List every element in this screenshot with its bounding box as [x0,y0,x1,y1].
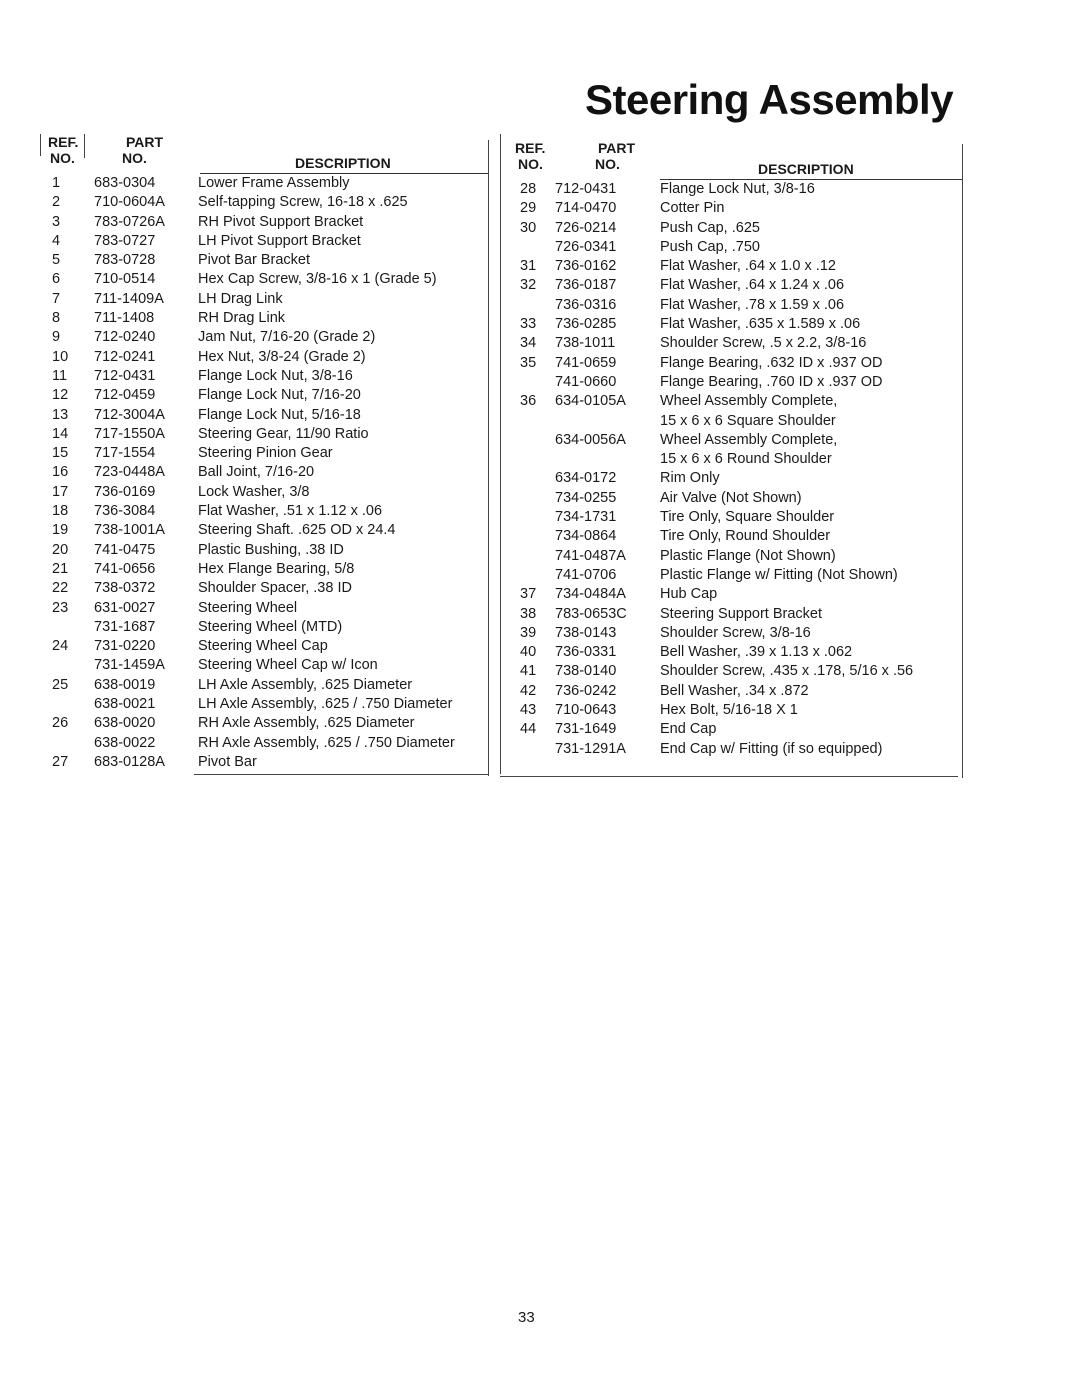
table-row [40,560,488,579]
table-row [40,367,488,386]
part-description: Flange Lock Nut, 3/8-16 [198,367,353,384]
ref-number: 12 [52,387,69,404]
part-description: RH Drag Link [198,310,286,327]
part-number: 723-0448A [94,464,165,481]
part-description: Shoulder Screw, 3/8-16 [660,624,811,641]
table-row [500,412,962,431]
part-number: 734-0864 [555,528,617,545]
part-description: Flat Washer, .64 x 1.24 x .06 [660,277,845,294]
part-description: Flat Washer, .51 x 1.12 x .06 [198,503,383,520]
part-number: 741-0660 [555,373,617,390]
table-row [500,219,962,238]
part-description: Tire Only, Square Shoulder [660,509,835,526]
left-table-header [40,134,488,174]
part-description: Steering Pinion Gear [198,445,333,462]
ref-number: 1 [52,175,61,191]
part-description: Pivot Bar [198,753,257,770]
table-row [500,450,962,469]
part-number: 736-0162 [555,258,617,275]
table-row [500,547,962,566]
part-number: 710-0643 [555,702,617,719]
part-description: Ball Joint, 7/16-20 [198,464,315,481]
table-row [40,290,488,309]
ref-number: 31 [520,258,537,275]
table-row [500,373,962,392]
part-number: 638-0021 [94,696,156,713]
part-description: Steering Gear, 11/90 Ratio [198,425,369,442]
ref-number: 34 [520,335,537,352]
part-description: Flange Lock Nut, 7/16-20 [198,387,361,404]
ref-number: 7 [52,290,61,307]
part-number: 634-0056A [555,431,626,448]
part-description: RH Pivot Support Bracket [198,213,364,230]
part-number: 711-1409A [94,290,164,307]
part-description: Steering Wheel Cap [198,638,328,655]
table-row [40,618,488,637]
part-description: Steering Shaft. .625 OD x 24.4 [198,522,396,539]
part-description: Steering Support Bracket [660,605,823,622]
part-header-no: NO. [122,150,147,166]
part-description: End Cap [660,721,717,738]
ref-number: 38 [520,605,537,622]
table-row [500,199,962,218]
table-row [500,392,962,411]
ref-number: 41 [520,663,537,680]
right-table-body [500,180,962,759]
part-number: 631-0027 [94,599,156,616]
ref-number: 32 [520,277,537,294]
part-number: 738-0140 [555,663,617,680]
part-description: Steering Wheel [198,599,298,616]
part-description: Cotter Pin [660,200,725,217]
ref-header: REF. [48,134,79,150]
table-row [40,753,488,772]
part-number: 712-0240 [94,329,156,346]
table-row [500,489,962,508]
table-row [40,695,488,714]
left-parts-table [40,134,488,772]
table-row [40,463,488,482]
part-description: Shoulder Screw, .435 x .178, 5/16 x .56 [660,663,914,680]
part-number: 683-0304 [94,175,156,191]
table-row [40,521,488,540]
part-number: 638-0022 [94,734,156,751]
ref-number: 14 [52,425,69,442]
ref-header-no: NO. [50,150,75,166]
part-description: Steering Wheel Cap w/ Icon [198,657,378,674]
part-description: Hub Cap [660,586,718,603]
ref-number: 24 [52,638,69,655]
table-row [40,232,488,251]
ref-number: 35 [520,354,537,371]
table-row [500,720,962,739]
table-row [40,213,488,232]
part-number: 734-0255 [555,489,617,506]
table-row [40,637,488,656]
table-row [40,406,488,425]
part-number: 783-0728 [94,252,156,269]
part-description: Push Cap, .625 [660,219,760,236]
part-number: 714-0470 [555,200,617,217]
ref-number: 5 [52,252,61,269]
part-description: Plastic Bushing, .38 ID [198,541,344,558]
table-row [40,174,488,193]
ref-number: 16 [52,464,69,481]
ref-number: 11 [52,367,68,384]
table-row [40,270,488,289]
part-description: RH Axle Assembly, .625 Diameter [198,715,415,732]
table-row [40,425,488,444]
part-number: 726-0341 [555,238,617,255]
part-description: Bell Washer, .34 x .872 [660,682,809,699]
table-row [40,348,488,367]
ref-number: 10 [52,348,69,365]
part-number: 783-0726A [94,213,165,230]
part-description: Hex Bolt, 5/16-18 X 1 [660,702,798,719]
part-description: End Cap w/ Fitting (if so equipped) [660,740,883,757]
part-description: Tire Only, Round Shoulder [660,528,831,545]
table-row [500,624,962,643]
table-row [500,296,962,315]
table-row [500,257,962,276]
ref-number: 44 [520,721,537,738]
part-number: 736-0242 [555,682,617,699]
ref-number: 25 [52,676,69,693]
ref-number: 42 [520,682,537,699]
part-number: 711-1408 [94,310,155,327]
part-number: 741-0706 [555,566,617,583]
part-number: 726-0214 [555,219,617,236]
part-header: PART [598,140,636,156]
part-description: Flange Bearing, .632 ID x .937 OD [660,354,883,371]
table-row [40,251,488,270]
part-description: Rim Only [660,470,720,487]
table-row [500,334,962,353]
part-number: 731-1459A [94,657,165,674]
table-row [500,605,962,624]
part-number: 734-1731 [555,509,617,526]
table-row [500,527,962,546]
table-row [40,734,488,753]
part-number: 634-0172 [555,470,617,487]
part-number: 712-0431 [94,367,156,384]
ref-number: 15 [52,445,69,462]
part-description: Plastic Flange w/ Fitting (Not Shown) [660,566,898,583]
part-number: 638-0019 [94,676,156,693]
part-number: 738-0372 [94,580,156,597]
table-row [40,444,488,463]
ref-number: 4 [52,232,61,249]
part-number: 717-1554 [94,445,156,462]
part-description: Hex Nut, 3/8-24 (Grade 2) [198,348,366,365]
table-row [40,328,488,347]
right-parts-table [500,134,962,757]
part-number: 712-0459 [94,387,156,404]
table-row [40,579,488,598]
part-description: LH Axle Assembly, .625 / .750 Diameter [198,696,453,713]
part-number: 683-0128A [94,753,165,770]
table-row [40,483,488,502]
part-number: 712-3004A [94,406,165,423]
table-row [40,599,488,618]
part-number: 738-1011 [555,335,616,352]
ref-number: 6 [52,271,61,288]
table-row [40,656,488,675]
ref-number: 27 [52,753,69,770]
part-number: 738-0143 [555,624,617,641]
part-number: 736-0316 [555,296,617,313]
ref-number: 43 [520,702,537,719]
right-table-header [500,140,962,180]
table-row [500,740,962,759]
ref-number: 36 [520,393,537,410]
ref-number: 40 [520,644,537,661]
table-row [500,508,962,527]
part-number: 736-3084 [94,503,156,520]
part-number: 783-0727 [94,232,156,249]
ref-number: 21 [52,560,69,577]
page-title: Steering Assembly [585,76,954,123]
table-row [40,714,488,733]
ref-number: 37 [520,586,537,603]
table-row [500,682,962,701]
ref-number: 22 [52,580,69,597]
part-number: 734-0484A [555,586,626,603]
part-description: Hex Flange Bearing, 5/8 [198,560,355,577]
ref-number: 2 [52,194,61,211]
part-number: 634-0105A [555,393,626,410]
description-header: DESCRIPTION [295,155,391,171]
part-description: Flange Lock Nut, 3/8-16 [660,181,815,197]
ref-number: 33 [520,316,537,333]
part-number: 738-1001A [94,522,165,539]
ref-number: 30 [520,219,537,236]
part-description: Hex Cap Screw, 3/8-16 x 1 (Grade 5) [198,271,437,288]
ref-number: 28 [520,181,537,197]
ref-number: 23 [52,599,69,616]
table-row [500,643,962,662]
part-description: Wheel Assembly Complete, [660,431,838,448]
part-description: Lower Frame Assembly [198,175,350,191]
part-number: 731-1649 [555,721,617,738]
part-number: 731-1291A [555,740,626,757]
ref-number: 26 [52,715,69,732]
table-row [40,386,488,405]
ref-number: 3 [52,213,61,230]
table-row [500,276,962,295]
table-row [40,309,488,328]
part-description: Flat Washer, .64 x 1.0 x .12 [660,258,836,275]
ref-number: 18 [52,503,69,520]
part-number: 736-0285 [555,316,617,333]
table-row [500,354,962,373]
part-number: 736-0169 [94,483,156,500]
table-row [500,469,962,488]
table-row [500,566,962,585]
part-number: 731-1687 [94,618,156,635]
part-description: Shoulder Screw, .5 x 2.2, 3/8-16 [660,335,867,352]
part-description: LH Pivot Support Bracket [198,232,361,249]
table-row [500,662,962,681]
left-table-body [40,174,488,772]
part-description: Steering Wheel (MTD) [198,618,343,635]
part-description: Flange Lock Nut, 5/16-18 [198,406,361,423]
ref-number: 20 [52,541,69,558]
part-description: Jam Nut, 7/16-20 (Grade 2) [198,329,376,346]
part-number: 741-0656 [94,560,156,577]
part-number: 717-1550A [94,425,165,442]
part-number: 741-0475 [94,541,156,558]
part-number: 783-0653C [555,605,627,622]
part-number: 741-0487A [555,547,626,564]
part-description: Lock Washer, 3/8 [198,483,310,500]
table-row [500,180,962,199]
part-description: Pivot Bar Bracket [198,252,311,269]
ref-header: REF. [515,140,546,156]
ref-number: 13 [52,406,69,423]
ref-number: 29 [520,200,537,217]
part-description: Wheel Assembly Complete, [660,393,838,410]
part-description: Flat Washer, .78 x 1.59 x .06 [660,296,845,313]
table-row [500,238,962,257]
ref-number: 39 [520,624,537,641]
part-number: 710-0604A [94,194,165,211]
part-description: Flat Washer, .635 x 1.589 x .06 [660,316,861,333]
ref-number: 9 [52,329,61,346]
part-description: 15 x 6 x 6 Round Shoulder [660,451,832,468]
page-number: 33 [518,1309,535,1326]
table-row [500,431,962,450]
part-header: PART [126,134,164,150]
part-description: 15 x 6 x 6 Square Shoulder [660,412,836,429]
ref-number: 19 [52,522,69,539]
part-description: RH Axle Assembly, .625 / .750 Diameter [198,734,455,751]
part-number: 712-0241 [94,348,156,365]
part-description: Push Cap, .750 [660,238,760,255]
part-number: 731-0220 [94,638,156,655]
table-row [500,585,962,604]
table-row [40,193,488,212]
description-header: DESCRIPTION [758,161,854,177]
table-row [40,676,488,695]
part-description: Air Valve (Not Shown) [660,489,802,506]
part-number: 638-0020 [94,715,156,732]
part-description: Plastic Flange (Not Shown) [660,547,836,564]
part-description: Flange Bearing, .760 ID x .937 OD [660,373,883,390]
part-number: 736-0331 [555,644,617,661]
table-row [500,315,962,334]
table-row [500,701,962,720]
part-number: 712-0431 [555,181,617,197]
part-header-no: NO. [595,156,620,172]
ref-number: 17 [52,483,69,500]
part-description: Bell Washer, .39 x 1.13 x .062 [660,644,853,661]
part-description: Self-tapping Screw, 16-18 x .625 [198,194,408,211]
part-number: 710-0514 [94,271,156,288]
part-description: LH Drag Link [198,290,283,307]
part-description: LH Axle Assembly, .625 Diameter [198,676,413,693]
ref-number: 8 [52,310,61,327]
ref-header-no: NO. [518,156,543,172]
table-row [40,502,488,521]
part-number: 741-0659 [555,354,617,371]
part-number: 736-0187 [555,277,617,294]
part-description: Shoulder Spacer, .38 ID [198,580,352,597]
table-row [40,541,488,560]
